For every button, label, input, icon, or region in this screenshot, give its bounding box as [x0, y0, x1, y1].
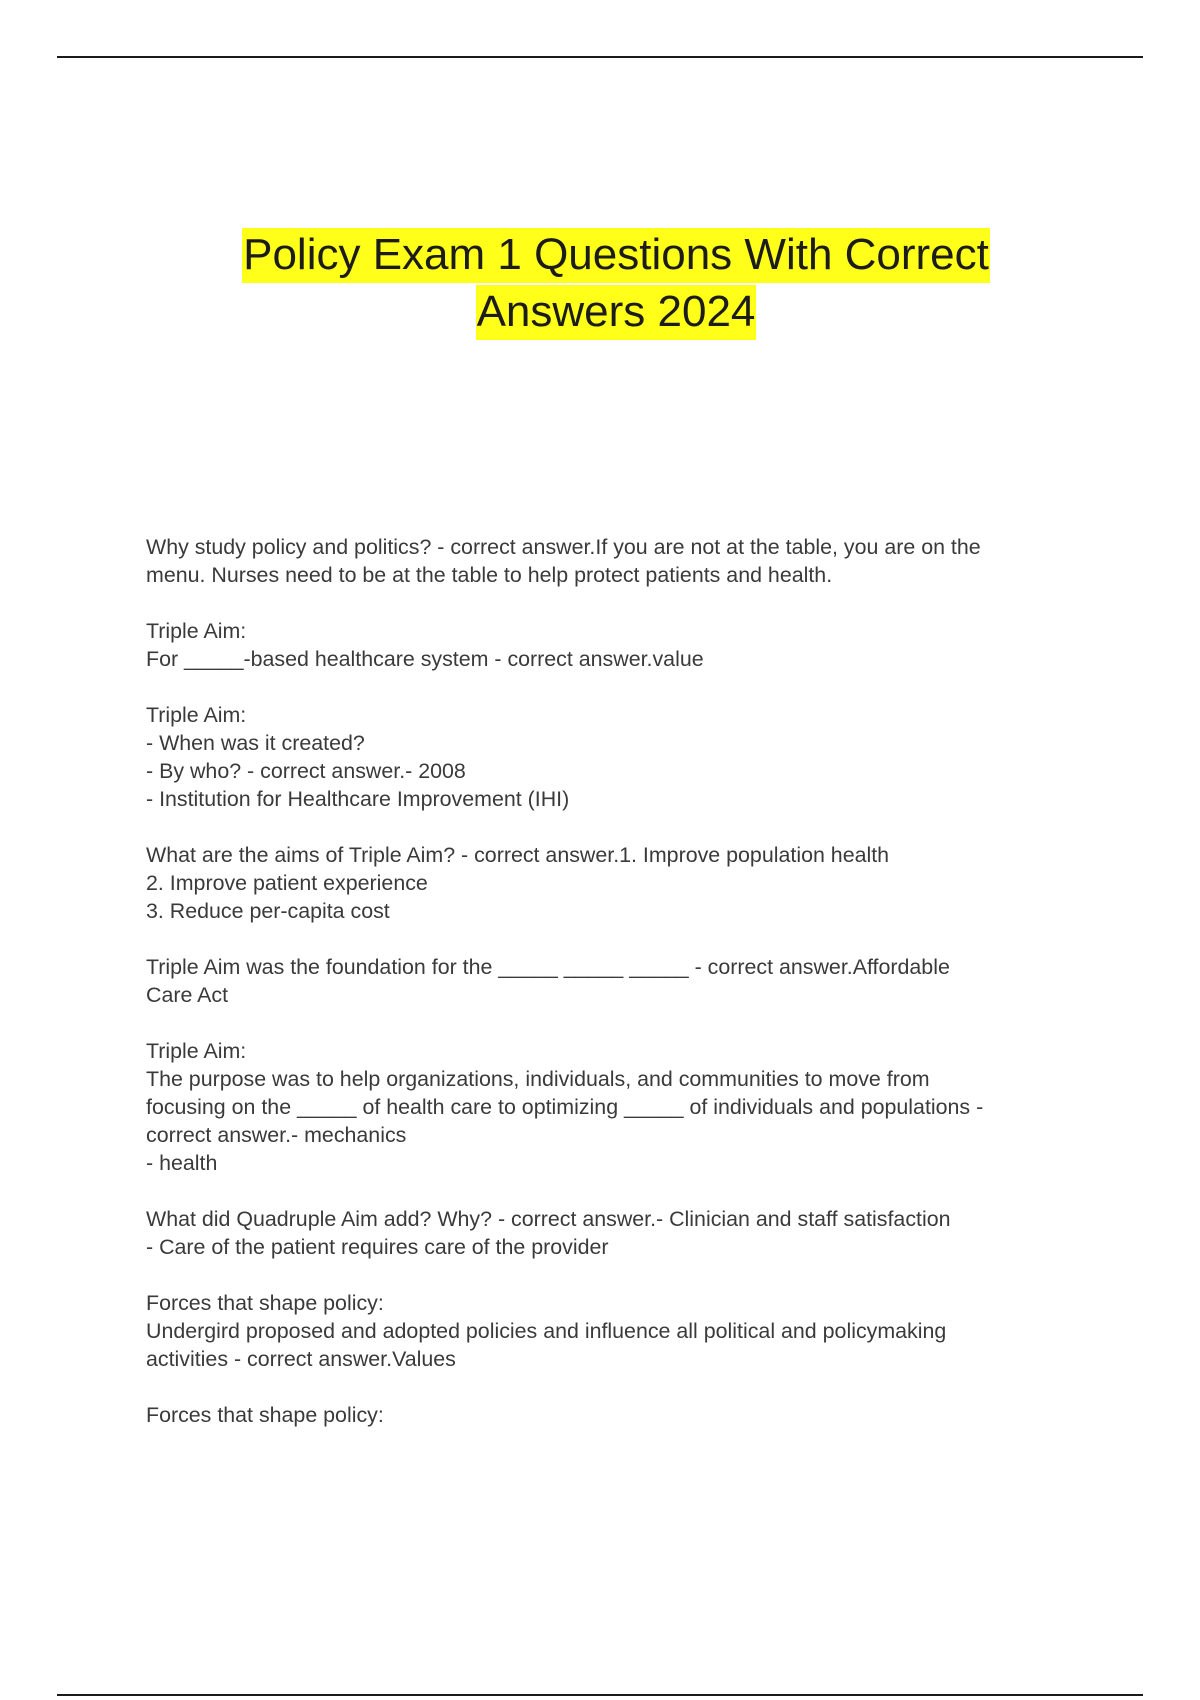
qa-line: What are the aims of Triple Aim? - correct answer.1. Improve population health — [146, 843, 890, 867]
qa-line: - By who? - correct answer.- 2008 — [146, 759, 466, 783]
qa-entry — [146, 701, 1081, 813]
qa-line: - Institution for Healthcare Improvement (IHI) — [146, 787, 570, 811]
qa-line: Care Act — [146, 983, 229, 1007]
qa-line: For _____-based healthcare system - correct answer.value — [146, 647, 704, 671]
qa-line: activities - correct answer.Values — [146, 1347, 456, 1371]
question-list — [146, 533, 1081, 1457]
qa-line: Undergird proposed and adopted policies and influence all political and policymaking — [146, 1319, 947, 1343]
qa-line: 2. Improve patient experience — [146, 871, 428, 895]
qa-entry — [146, 953, 1081, 1009]
qa-line: Forces that shape policy: — [146, 1291, 384, 1315]
qa-line: - When was it created? — [146, 731, 365, 755]
qa-line: Triple Aim was the foundation for the _____ _____ _____ - correct answer.Affordable — [146, 955, 950, 979]
title-line-1: Policy Exam 1 Questions With Correct — [242, 228, 990, 283]
qa-entry — [146, 1401, 1081, 1429]
qa-line: Triple Aim: — [146, 1039, 247, 1063]
qa-line: Forces that shape policy: — [146, 1403, 384, 1427]
bottom-rule — [57, 1694, 1143, 1696]
qa-entry — [146, 533, 1081, 589]
document-title — [0, 226, 1200, 340]
qa-line: focusing on the _____ of health care to optimizing _____ of individuals and populations - — [146, 1095, 984, 1119]
qa-entry — [146, 1037, 1081, 1177]
top-rule — [57, 56, 1143, 58]
qa-line: correct answer.- mechanics — [146, 1123, 407, 1147]
qa-entry — [146, 1205, 1081, 1261]
qa-entry — [146, 617, 1081, 673]
qa-line: Triple Aim: — [146, 619, 247, 643]
qa-line: - health — [146, 1151, 218, 1175]
qa-line: The purpose was to help organizations, individuals, and communities to move from — [146, 1067, 930, 1091]
qa-line: What did Quadruple Aim add? Why? - correct answer.- Clinician and staff satisfaction — [146, 1207, 951, 1231]
qa-entry — [146, 1289, 1081, 1373]
title-line-2: Answers 2024 — [476, 285, 757, 340]
qa-entry — [146, 841, 1081, 925]
qa-line: Why study policy and politics? - correct answer.If you are not at the table, you are on the — [146, 535, 981, 559]
qa-line: - Care of the patient requires care of the provider — [146, 1235, 609, 1259]
qa-line: 3. Reduce per-capita cost — [146, 899, 390, 923]
qa-line: menu. Nurses need to be at the table to help protect patients and health. — [146, 563, 833, 587]
qa-line: Triple Aim: — [146, 703, 247, 727]
